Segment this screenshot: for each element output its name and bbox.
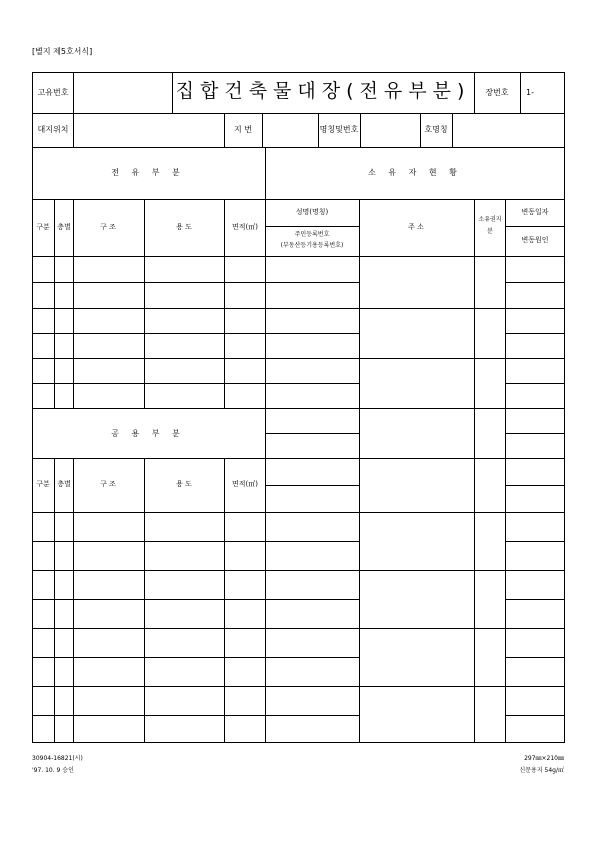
form-number: 30904-16821(시) <box>32 755 83 762</box>
table-rule <box>265 512 565 513</box>
table-rule <box>265 282 359 283</box>
table-rule <box>265 333 359 334</box>
table-rule <box>32 383 265 384</box>
table-rule <box>32 113 565 114</box>
table-rule <box>32 458 265 459</box>
table-rule <box>265 686 565 687</box>
approval-date: '97. 10. 9 승인 <box>32 767 74 774</box>
unique-no-label: 고유번호 <box>37 88 69 97</box>
table-rule <box>505 226 565 227</box>
table-rule <box>505 199 506 743</box>
table-rule <box>505 485 565 486</box>
table-rule <box>144 199 145 408</box>
common-col-area: 면적(㎡) <box>232 480 258 488</box>
table-rule <box>505 433 565 434</box>
unit-name-label: 호명칭 <box>424 125 448 134</box>
table-rule <box>262 113 263 147</box>
table-rule <box>224 199 225 408</box>
table-rule <box>224 458 225 743</box>
table-rule <box>54 458 55 743</box>
table-rule <box>32 408 265 409</box>
table-rule <box>32 715 265 716</box>
table-rule <box>452 113 453 147</box>
table-rule <box>520 72 521 113</box>
table-rule <box>505 383 565 384</box>
table-rule <box>73 199 74 408</box>
change-date-label: 변동일자 <box>521 208 549 216</box>
table-rule <box>73 72 74 147</box>
table-rule <box>359 199 360 743</box>
table-rule <box>265 570 565 571</box>
table-rule <box>505 715 565 716</box>
ownership-share-label: 소유권지분 <box>478 216 502 235</box>
table-rule <box>360 113 361 147</box>
table-rule <box>32 282 265 283</box>
table-rule <box>265 657 359 658</box>
common-col-floor: 층별 <box>57 480 71 488</box>
table-rule <box>32 512 265 513</box>
table-rule <box>505 657 565 658</box>
table-rule <box>32 308 265 309</box>
table-rule <box>32 628 265 629</box>
resident-id-label: 주민등록번호 <box>294 231 330 238</box>
common-section-title: 공 용 부 분 <box>111 429 185 438</box>
col-structure: 구 조 <box>100 223 116 231</box>
table-rule <box>505 599 565 600</box>
form-code: [별지 제5호서식] <box>32 47 93 56</box>
col-division: 구분 <box>36 223 50 231</box>
common-col-structure: 구 조 <box>100 480 116 488</box>
owner-name-label: 성명(명칭) <box>295 208 329 216</box>
table-rule <box>265 408 565 409</box>
site-location-label: 대지위치 <box>37 125 69 134</box>
table-rule <box>265 147 266 743</box>
owner-section-title: 소 유 자 현 황 <box>368 168 462 177</box>
table-rule <box>420 113 421 147</box>
table-rule <box>32 657 265 658</box>
sheet-no-value: 1- <box>526 88 534 97</box>
table-rule <box>73 458 74 743</box>
table-rule <box>54 199 55 408</box>
address-label: 주 소 <box>408 223 424 231</box>
common-col-division: 구분 <box>36 480 50 488</box>
table-rule <box>474 199 475 743</box>
table-rule <box>32 599 265 600</box>
table-rule <box>32 686 265 687</box>
building-name-label: 명칭및번호 <box>319 125 359 134</box>
table-rule <box>32 199 565 200</box>
paper-type: 신문용지 54g/㎡ <box>519 767 564 774</box>
exclusive-section-title: 전 유 부 분 <box>111 168 185 177</box>
paper-size: 297㎜×210㎜ <box>524 755 564 762</box>
sheet-no-label: 장번호 <box>485 88 509 97</box>
table-rule <box>265 383 359 384</box>
table-rule <box>265 715 359 716</box>
page-title: 집합건축물대장(전유부분) <box>175 80 471 102</box>
table-rule <box>505 333 565 334</box>
lot-number-label: 지 번 <box>234 125 252 134</box>
col-floor: 층별 <box>57 223 71 231</box>
table-rule <box>144 458 145 743</box>
table-rule <box>32 358 265 359</box>
table-rule <box>32 570 265 571</box>
table-rule <box>265 628 565 629</box>
table-rule <box>224 113 225 147</box>
table-rule <box>172 72 173 113</box>
table-rule <box>265 433 359 434</box>
table-rule <box>265 599 359 600</box>
table-rule <box>265 226 359 227</box>
table-rule <box>32 256 565 257</box>
table-rule <box>32 147 565 148</box>
table-rule <box>474 72 475 113</box>
registry-id-label: (부동산등기용등록번호) <box>280 242 344 249</box>
table-rule <box>265 485 359 486</box>
table-rule <box>32 333 265 334</box>
common-col-usage: 용 도 <box>176 480 192 488</box>
change-reason-label: 변동원인 <box>521 236 549 244</box>
table-rule <box>265 541 359 542</box>
table-rule <box>265 458 565 459</box>
table-rule <box>505 541 565 542</box>
col-area: 면적(㎡) <box>232 223 258 231</box>
table-rule <box>505 282 565 283</box>
table-rule <box>265 358 565 359</box>
col-usage: 용 도 <box>176 223 192 231</box>
table-rule <box>265 308 565 309</box>
table-rule <box>32 541 265 542</box>
